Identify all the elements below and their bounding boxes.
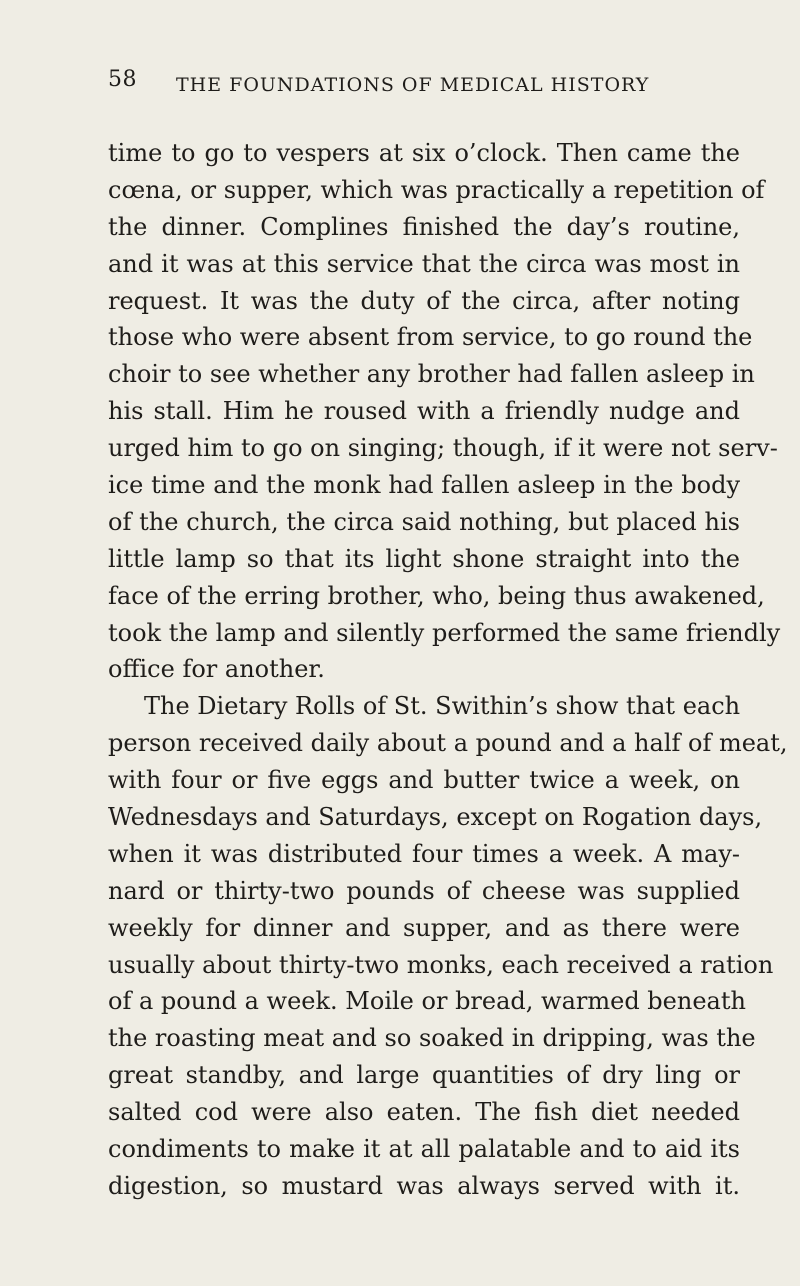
- text-line: urged him to go on singing; though, if it were not serv-: [108, 434, 778, 463]
- text-line: and it was at this service that the circa was most in: [108, 249, 740, 278]
- text-line: cœna, or supper, which was practically a repetition of: [108, 175, 765, 204]
- text-line: usually about thirty-two monks, each received a ration: [108, 950, 774, 979]
- text-line: of a pound a week. Moile or bread, warmed beneath: [108, 987, 746, 1016]
- text-line: when it was distributed four times a week. A may-: [108, 839, 740, 868]
- text-line: great standby, and large quantities of dry ling or: [108, 1061, 740, 1090]
- paragraph-2: [108, 688, 788, 1204]
- text-line: request. It was the duty of the circa, after noting: [108, 286, 740, 315]
- running-head: THE FOUNDATIONS OF MEDICAL HISTORY: [176, 74, 650, 96]
- text-line: face of the erring brother, who, being thus awakened,: [108, 581, 765, 610]
- text-line: condiments to make it at all palatable and to aid its: [108, 1135, 740, 1164]
- text-line: ice time and the monk had fallen asleep in the body: [108, 471, 740, 500]
- text-line: the roasting meat and so soaked in dripping, was the: [108, 1024, 756, 1053]
- text-line: time to go to vespers at six o’clock. Then came the: [108, 139, 740, 167]
- text-line: his stall. Him he roused with a friendly nudge and: [108, 397, 740, 426]
- text-line: choir to see whether any brother had fallen asleep in: [108, 360, 755, 389]
- text-line: Wednesdays and Saturdays, except on Rogation days,: [108, 803, 763, 832]
- text-line: salted cod were also eaten. The fish diet needed: [108, 1098, 740, 1127]
- text-line: those who were absent from service, to go round the: [108, 323, 753, 352]
- body-text: [108, 135, 788, 1205]
- text-line: person received daily about a pound and a half of meat,: [108, 729, 788, 758]
- text-line: took the lamp and silently performed the same friendly: [108, 618, 781, 647]
- page-header: [108, 66, 668, 106]
- text-line: digestion, so mustard was always served with it.: [108, 1171, 740, 1200]
- text-line: of the church, the circa said nothing, but placed his: [108, 507, 740, 536]
- paragraph-1: [108, 135, 781, 688]
- text-line: office for another.: [108, 655, 325, 684]
- text-line: The Dietary Rolls of St. Swithin’s show that each: [144, 692, 741, 721]
- page-number: 58: [108, 67, 137, 92]
- text-line: weekly for dinner and supper, and as there were: [108, 913, 740, 942]
- text-line: with four or five eggs and butter twice a week, on: [108, 766, 740, 795]
- text-line: the dinner. Complines finished the day’s routine,: [108, 212, 740, 241]
- text-line: nard or thirty-two pounds of cheese was supplied: [108, 876, 740, 905]
- text-line: little lamp so that its light shone straight into the: [108, 544, 740, 573]
